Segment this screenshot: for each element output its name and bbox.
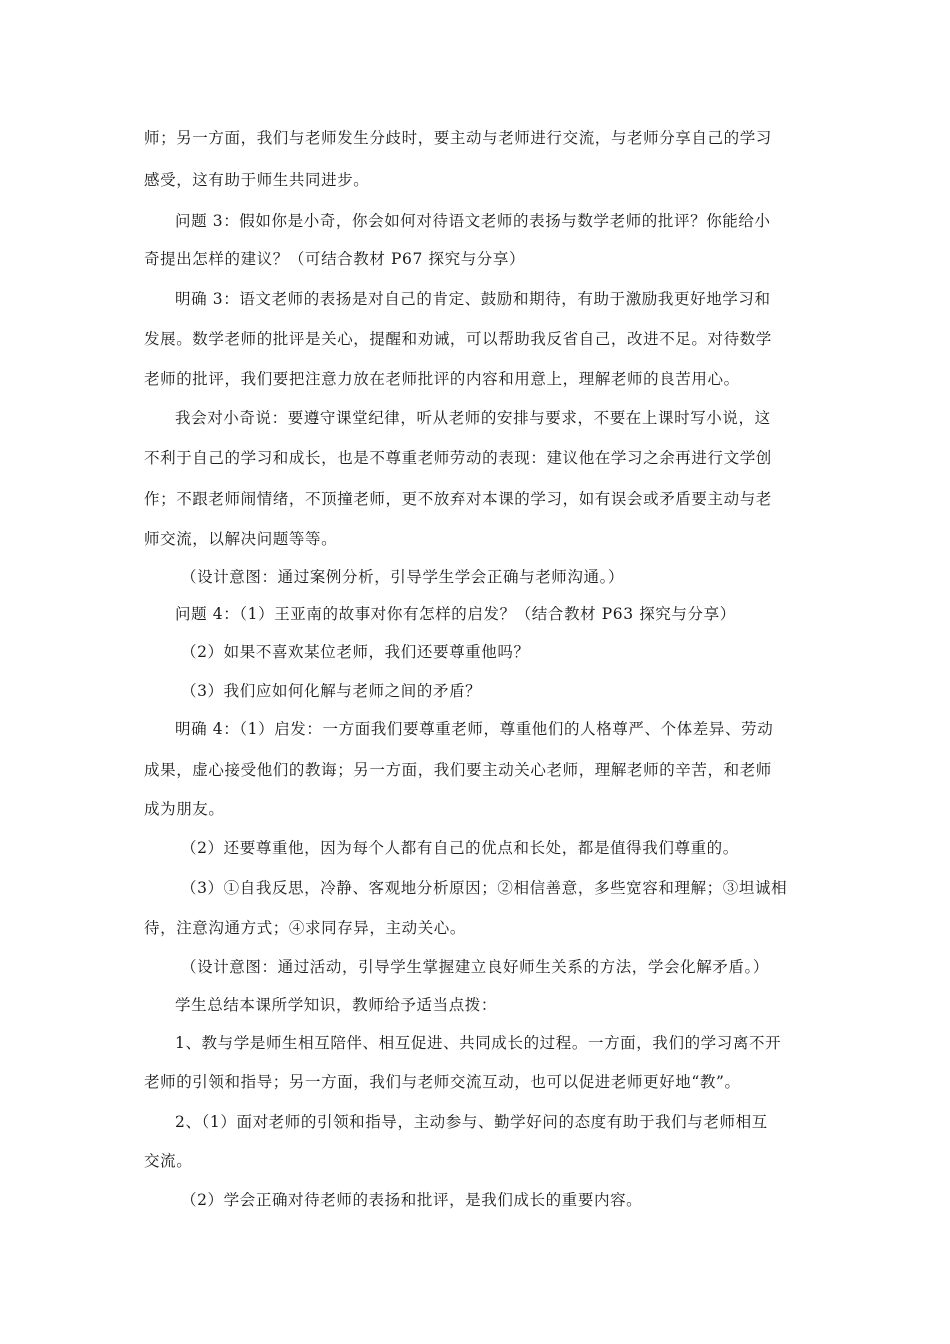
question-4-line: （3）我们应如何化解与老师之间的矛盾？ [181, 682, 482, 700]
paragraph-line: 师；另一方面，我们与老师发生分歧时，要主动与老师进行交流，与老师分享自己的学习 [144, 129, 772, 147]
summary-line: 老师的引领和指导；另一方面，我们与老师交流互动，也可以促进老师更好地“教”。 [144, 1073, 741, 1091]
paragraph-line: 感受，这有助于师生共同进步。 [144, 171, 370, 189]
answer-4-line: （2）还要尊重他，因为每个人都有自己的优点和长处，都是值得我们尊重的。 [181, 839, 739, 857]
answer-3-line: 老师的批评，我们要把注意力放在老师批评的内容和用意上，理解老师的良苦用心。 [144, 370, 740, 388]
summary-line: 2、（1）面对老师的引领和指导，主动参与、勤学好问的态度有助于我们与老师相互 [175, 1113, 768, 1131]
summary-line: 交流。 [144, 1152, 193, 1170]
question-3-line: 奇提出怎样的建议？（可结合教材 P67 探究与分享） [144, 250, 526, 268]
answer-3-line: 明确 3：语文老师的表扬是对自己的肯定、鼓励和期待，有助于激励我更好地学习和 [175, 290, 771, 308]
answer-4-line: 待，注意沟通方式；④求同存异，主动关心。 [144, 919, 467, 937]
answer-4-line: 成为朋友。 [144, 800, 225, 818]
answer-3-line: 发展。数学老师的批评是关心，提醒和劝诫，可以帮助我反省自己，改进不足。对待数学 [144, 330, 772, 348]
answer-4-line: （3）①自我反思，冷静、客观地分析原因；②相信善意，多些宽容和理解；③坦诚相 [181, 879, 788, 897]
summary-line: 学生总结本课所学知识，教师给予适当点拨： [175, 996, 498, 1014]
question-4-line: 问题 4：（1）王亚南的故事对你有怎样的启发？（结合教材 P63 探究与分享） [175, 605, 736, 623]
question-3-line: 问题 3：假如你是小奇，你会如何对待语文老师的表扬与数学老师的批评？你能给小 [175, 212, 771, 230]
design-intent-line: （设计意图：通过活动，引导学生掌握建立良好师生关系的方法，学会化解矛盾。） [181, 958, 769, 976]
question-4-line: （2）如果不喜欢某位老师，我们还要尊重他吗？ [181, 643, 530, 661]
paragraph-line: 作；不跟老师闹情绪，不顶撞老师，更不放弃对本课的学习，如有误会或矛盾要主动与老 [144, 490, 772, 508]
paragraph-line: 师交流，以解决问题等等。 [144, 530, 338, 548]
answer-4-line: 明确 4：（1）启发：一方面我们要尊重老师，尊重他们的人格尊严、个体差异、劳动 [175, 720, 774, 738]
paragraph-line: 不利于自己的学习和成长，也是不尊重老师劳动的表现：建议他在学习之余再进行文学创 [144, 449, 772, 467]
answer-4-line: 成果，虚心接受他们的教诲；另一方面，我们要主动关心老师，理解老师的辛苦，和老师 [144, 761, 772, 779]
paragraph-line: 我会对小奇说：要遵守课堂纪律，听从老师的安排与要求，不要在上课时写小说，这 [175, 409, 771, 427]
summary-line: 1、教与学是师生相互陪伴、相互促进、共同成长的过程。一方面，我们的学习离不开 [175, 1034, 782, 1052]
summary-line: （2）学会正确对待老师的表扬和批评，是我们成长的重要内容。 [181, 1191, 643, 1209]
design-intent-line: （设计意图：通过案例分析，引导学生学会正确与老师沟通。） [181, 568, 625, 586]
